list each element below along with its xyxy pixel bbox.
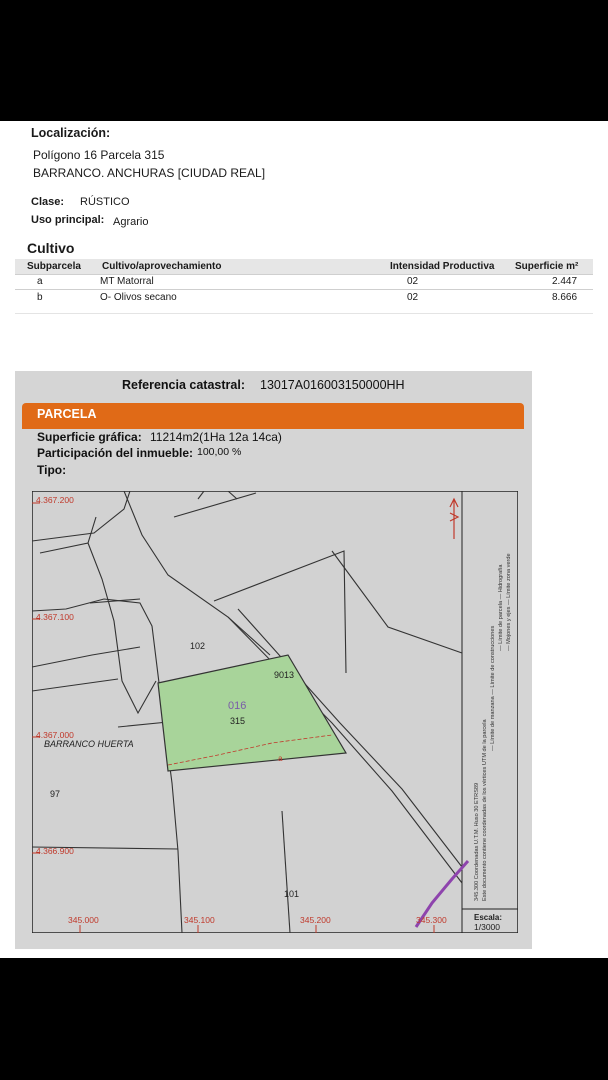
- row-divider: [15, 289, 593, 290]
- col-subparcela: Subparcela: [27, 261, 81, 272]
- parcel-label-102: 102: [190, 641, 206, 651]
- x-tick-label: 345.000: [68, 915, 99, 925]
- document-page: [0, 121, 608, 958]
- participacion-value: 100,00 %: [197, 446, 242, 458]
- localizacion-line1: Polígono 16 Parcela 315: [33, 148, 165, 162]
- col-cultivo: Cultivo/aprovechamiento: [102, 261, 222, 272]
- scale-label: Escala:: [474, 913, 503, 922]
- x-tick-label: 345.200: [300, 915, 331, 925]
- row-a-intensidad: 02: [407, 276, 419, 287]
- localizacion-line2: BARRANCO. ANCHURAS [CIUDAD REAL]: [33, 166, 266, 180]
- superficie-value: 11214m2(1Ha 12a 14ca): [150, 430, 282, 444]
- parcela-title: PARCELA: [37, 407, 97, 421]
- place-label-barranco: BARRANCO HUERTA: [44, 739, 134, 749]
- x-tick-label: 345.300: [416, 915, 447, 925]
- scale-value: 1/3000: [474, 922, 500, 932]
- participacion-label: Participación del inmueble:: [37, 446, 194, 460]
- uso-label: Uso principal:: [31, 214, 105, 226]
- polygon-label-016: 016: [228, 700, 247, 712]
- referencia-label: Referencia catastral:: [122, 378, 245, 392]
- parcel-label-9013: 9013: [274, 670, 295, 680]
- y-tick-label: 4.367.100: [36, 612, 74, 622]
- row-a-cultivo: MT Matorral: [100, 276, 154, 287]
- row-divider: [15, 274, 593, 275]
- row-b-intensidad: 02: [407, 292, 419, 303]
- row-b-superficie: 8.666: [552, 292, 578, 303]
- superficie-label: Superficie gráfica:: [37, 430, 142, 444]
- row-b-subparcela: b: [37, 292, 43, 303]
- parcel-label-101: 101: [284, 889, 300, 899]
- parcel-label-315: 315: [230, 716, 246, 726]
- parcela-header-bar: [22, 403, 524, 427]
- x-tick-label: 345.100: [184, 915, 215, 925]
- clase-value: RÚSTICO: [80, 196, 130, 208]
- parcela-header-underline: [22, 426, 524, 429]
- referencia-value: 13017A016003150000HH: [260, 378, 405, 392]
- y-tick-label: 4.367.000: [36, 730, 74, 740]
- cultivo-title: Cultivo: [27, 240, 75, 256]
- parcel-label-97: 97: [50, 789, 61, 799]
- y-tick-label: 4.367.200: [36, 495, 74, 505]
- subparcel-label-a: a: [278, 754, 283, 763]
- col-superficie: Superficie m²: [515, 261, 579, 272]
- legend-line: — Mojones y ejes — Límite zona verde: [506, 553, 512, 651]
- row-b-cultivo: O- Olivos secano: [100, 292, 177, 303]
- row-a-subparcela: a: [37, 276, 43, 287]
- row-a-superficie: 2.447: [552, 276, 578, 287]
- clase-label: Clase:: [31, 196, 65, 208]
- uso-value: Agrario: [113, 216, 149, 228]
- cadastral-map: [32, 491, 518, 933]
- localizacion-label: Localización:: [31, 126, 111, 140]
- row-divider: [15, 313, 593, 314]
- tipo-label: Tipo:: [37, 463, 67, 477]
- y-tick-label: 4.366.900: [36, 846, 74, 856]
- legend-line: — Límite de parcela — Hidrografía: [498, 564, 504, 651]
- legend-line: 345.300 Coordenadas U.T.M. Huso 30 ETRS89: [474, 782, 480, 901]
- legend-line: — Límite de manzana — Límite de construcciones: [490, 625, 496, 751]
- col-intensidad: Intensidad Productiva: [390, 261, 495, 272]
- legend-line: Este documento contiene coordenadas de los vértices UTM de la parcela: [482, 719, 488, 901]
